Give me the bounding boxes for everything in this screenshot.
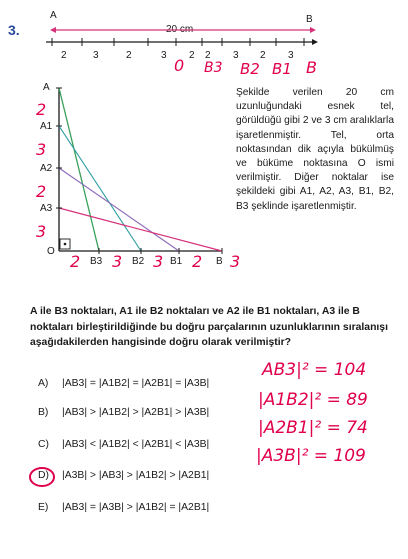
label-b: B bbox=[216, 256, 223, 267]
handwritten-number: 3 bbox=[36, 222, 47, 241]
handwritten-note: AB3|² = 104 bbox=[262, 360, 367, 380]
segment-label: 2 bbox=[61, 50, 67, 61]
label-a3: A3 bbox=[40, 203, 53, 214]
option-label: A) bbox=[38, 378, 49, 389]
option-label: B) bbox=[38, 407, 49, 418]
question-prompt: A ile B3 noktaları, A1 ile B2 noktaları ve A2 ile B1 noktaları, A3 ile B noktaları birleştirildiğinde bu doğru parçalarının uzunluklarının sıralanışı aşağıdakilerden hangisinde doğru olarak verilmiştir? bbox=[30, 306, 388, 348]
label-o: O bbox=[47, 246, 55, 257]
label-a: A bbox=[43, 82, 50, 93]
question-number: 3. bbox=[8, 22, 20, 38]
segment-label: 3 bbox=[288, 50, 294, 61]
option-label: C) bbox=[38, 439, 49, 450]
option-label: E) bbox=[38, 502, 49, 513]
handwritten-number: 3 bbox=[153, 252, 164, 271]
option-a[interactable] bbox=[38, 378, 209, 389]
top-line-label-a: A bbox=[50, 10, 57, 21]
segment-a3-b bbox=[59, 208, 222, 251]
arrow-head-right bbox=[310, 27, 316, 33]
handwritten-number: 2 bbox=[192, 252, 203, 271]
option-e[interactable] bbox=[38, 502, 209, 513]
segment-label: 2 bbox=[126, 50, 132, 61]
top-line-length: 20 cm bbox=[166, 24, 194, 35]
option-text: |AB3| < |A1B2| < |A2B1| < |A3B| bbox=[62, 439, 210, 450]
option-text: |AB3| = |A1B2| = |A2B1| = |A3B| bbox=[62, 378, 210, 389]
right-angle-dot bbox=[64, 243, 67, 246]
arrow-head-left bbox=[50, 27, 56, 33]
option-b[interactable] bbox=[38, 407, 209, 418]
segment-a-b3 bbox=[59, 88, 99, 251]
handwritten-mark: 0 bbox=[174, 56, 185, 75]
option-d[interactable] bbox=[38, 470, 209, 481]
segment-label: 2 bbox=[189, 50, 195, 61]
segment-a1-b2 bbox=[59, 126, 141, 251]
label-b3: B3 bbox=[90, 256, 103, 267]
option-text: |AB3| > |A1B2| > |A2B1| > |A3B| bbox=[62, 407, 210, 418]
option-label: D) bbox=[38, 470, 49, 481]
handwritten-mark: B1 bbox=[272, 60, 292, 78]
handwritten-mark: B bbox=[306, 58, 317, 77]
handwritten-mark: B2 bbox=[240, 60, 260, 78]
handwritten-number: 3 bbox=[36, 140, 47, 159]
label-b1: B1 bbox=[170, 256, 183, 267]
option-text: |AB3| = |A3B| > |A1B2| = |A2B1| bbox=[62, 502, 210, 513]
handwritten-number: 3 bbox=[112, 252, 123, 271]
segment-label: 3 bbox=[233, 50, 239, 61]
label-a2: A2 bbox=[40, 163, 53, 174]
top-line-label-b: B bbox=[306, 14, 313, 25]
handwritten-number: 2 bbox=[36, 100, 47, 119]
segment-label: 2 bbox=[260, 50, 266, 61]
handwritten-number: 3 bbox=[230, 252, 241, 271]
option-c[interactable] bbox=[38, 439, 209, 450]
label-a1: A1 bbox=[40, 121, 53, 132]
label-b2: B2 bbox=[132, 256, 145, 267]
segment-label: 3 bbox=[93, 50, 99, 61]
handwritten-note: |A1B2|² = 89 bbox=[258, 390, 368, 410]
option-text: |A3B| > |AB3| > |A1B2| > |A2B1| bbox=[62, 470, 210, 481]
segment-a2-b1 bbox=[59, 168, 179, 251]
answer-circle-mark bbox=[28, 464, 58, 490]
handwritten-note: |A3B|² = 109 bbox=[256, 446, 366, 466]
circle-icon bbox=[30, 468, 54, 486]
wire-arrow bbox=[312, 39, 318, 45]
description-paragraph: Şekilde verilen 20 cm uzunluğundaki esnek tel, görüldüğü gibi 2 ve 3 cm aralıklarla işaretlenmiştir. Tel, orta noktasından dik açıyla bükülmüş ve büküme noktasına O ismi verilmiştir. Diğer noktalar ise şekildeki gibi A1, A2, A3, B1, B2, B3 şeklinde işaretlenmiştir. bbox=[236, 87, 394, 212]
segment-label: 2 bbox=[205, 50, 211, 61]
handwritten-mark: B3 bbox=[204, 60, 223, 76]
segment-label: 3 bbox=[161, 50, 167, 61]
handwritten-number: 2 bbox=[70, 252, 81, 271]
handwritten-note: |A2B1|² = 74 bbox=[258, 418, 368, 438]
handwritten-number: 2 bbox=[36, 182, 47, 201]
